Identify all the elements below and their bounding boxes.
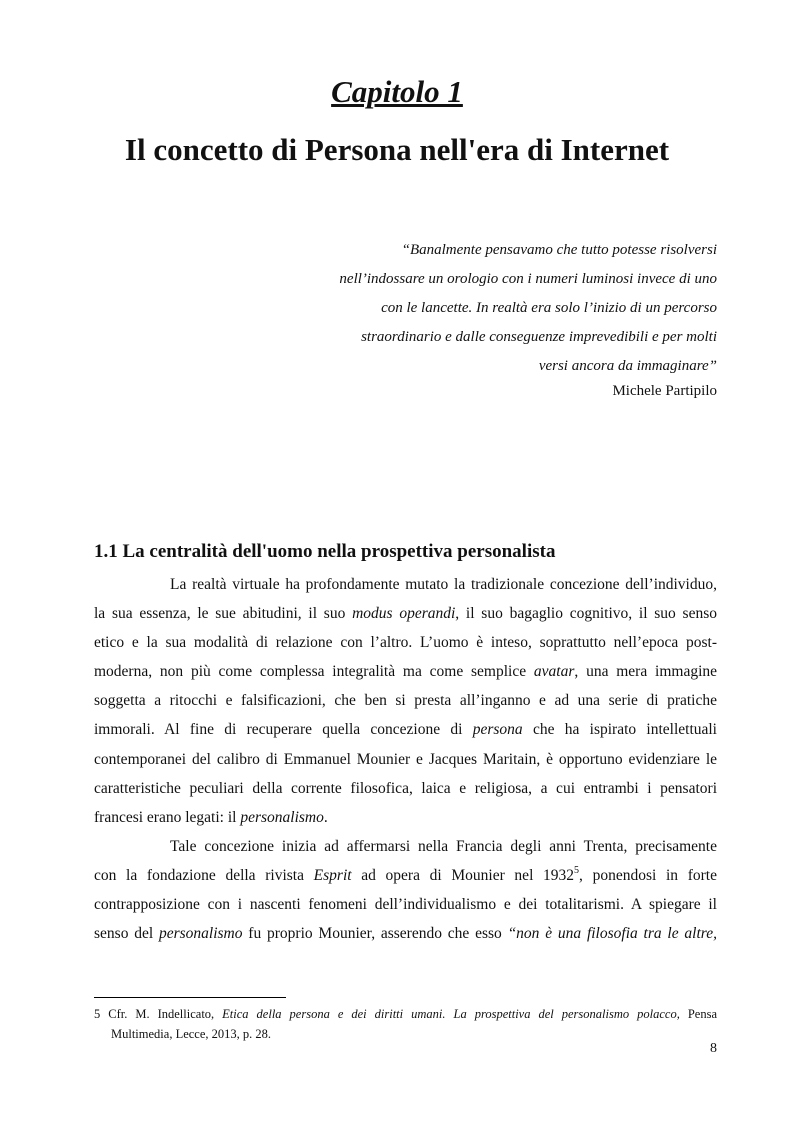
- epigraph-line: versi ancora da immaginare”: [538, 358, 717, 374]
- page-number: 8: [710, 1041, 717, 1056]
- body-line: etico e la sua modalità di relazione con l’altro. L’uomo è inteso, soprattutto nell’epoca post-: [94, 634, 717, 652]
- epigraph-line: “Banalmente pensavamo che tutto potesse risolversi: [401, 242, 717, 258]
- body-line: caratteristiche peculiari della corrente filosofica, laica e religiosa, a cui entrambi i pensatori: [94, 779, 717, 797]
- epigraph-line: nell’indossare un orologio con i numeri luminosi invece di uno: [339, 271, 717, 287]
- body-line: Tale concezione inizia ad affermarsi nella Francia degli anni Trenta, precisamente: [170, 837, 717, 855]
- body-line: contrapposizione con i nascenti fenomeni dell’individualismo e dei totalitarismi. A spiegare il: [94, 896, 717, 914]
- body-line: con la fondazione della rivista Esprit ad opera di Mounier nel 1932$^5$, ponendosi in forte: [94, 864, 717, 884]
- chapter-title: Il concetto di Persona nell'era di Internet: [124, 132, 670, 167]
- body-line: contemporanei del calibro di Emmanuel Mounier e Jacques Maritain, è opportuno evidenziare le: [94, 750, 717, 768]
- footnote-ref: 5: [574, 864, 580, 876]
- body-line: soggetta a ritocchi e falsificazioni, che ben si presta all’inganno e ad una serie di pratiche: [94, 692, 717, 710]
- body-line: moderna, non più come complessa integralità ma come semplice avatar, una mera immagine: [94, 663, 718, 681]
- footnote: [94, 1004, 717, 1044]
- body-line: la sua essenza, le sue abitudini, il suo modus operandi, il suo bagaglio cognitivo, il suo senso: [94, 605, 717, 623]
- footnote-line: 5 Cfr. M. Indellicato, Etica della persona e dei diritti umani. La prospettiva del personalismo polacco, Pensa: [94, 1007, 717, 1021]
- epigraph-line: straordinario e dalle conseguenze imprevedibili e per molti: [361, 329, 717, 345]
- footnote-separator: [94, 997, 286, 998]
- body-line: La realtà virtuale ha profondamente mutato la tradizionale concezione dell’individuo,: [170, 576, 717, 593]
- section-heading: 1.1 La centralità dell'uomo nella prospettiva personalista: [94, 541, 556, 562]
- chapter-label: Capitolo 1: [331, 74, 463, 109]
- body-text: [94, 570, 717, 948]
- epigraph-author: Michele Partipilo: [612, 383, 717, 399]
- body-line: senso del personalismo fu proprio Mounier, asserendo che esso “non è una filosofia tra le altre,: [94, 925, 717, 943]
- body-line: francesi erano legati: il personalismo.: [94, 808, 328, 826]
- footnote-line: Multimedia, Lecce, 2013, p. 28.: [111, 1027, 272, 1041]
- body-line: immorali. Al fine di recuperare quella concezione di persona che ha ispirato intellettuali: [94, 721, 717, 739]
- epigraph: [197, 236, 717, 401]
- epigraph-line: con le lancette. In realtà era solo l’inizio di un percorso: [381, 300, 717, 316]
